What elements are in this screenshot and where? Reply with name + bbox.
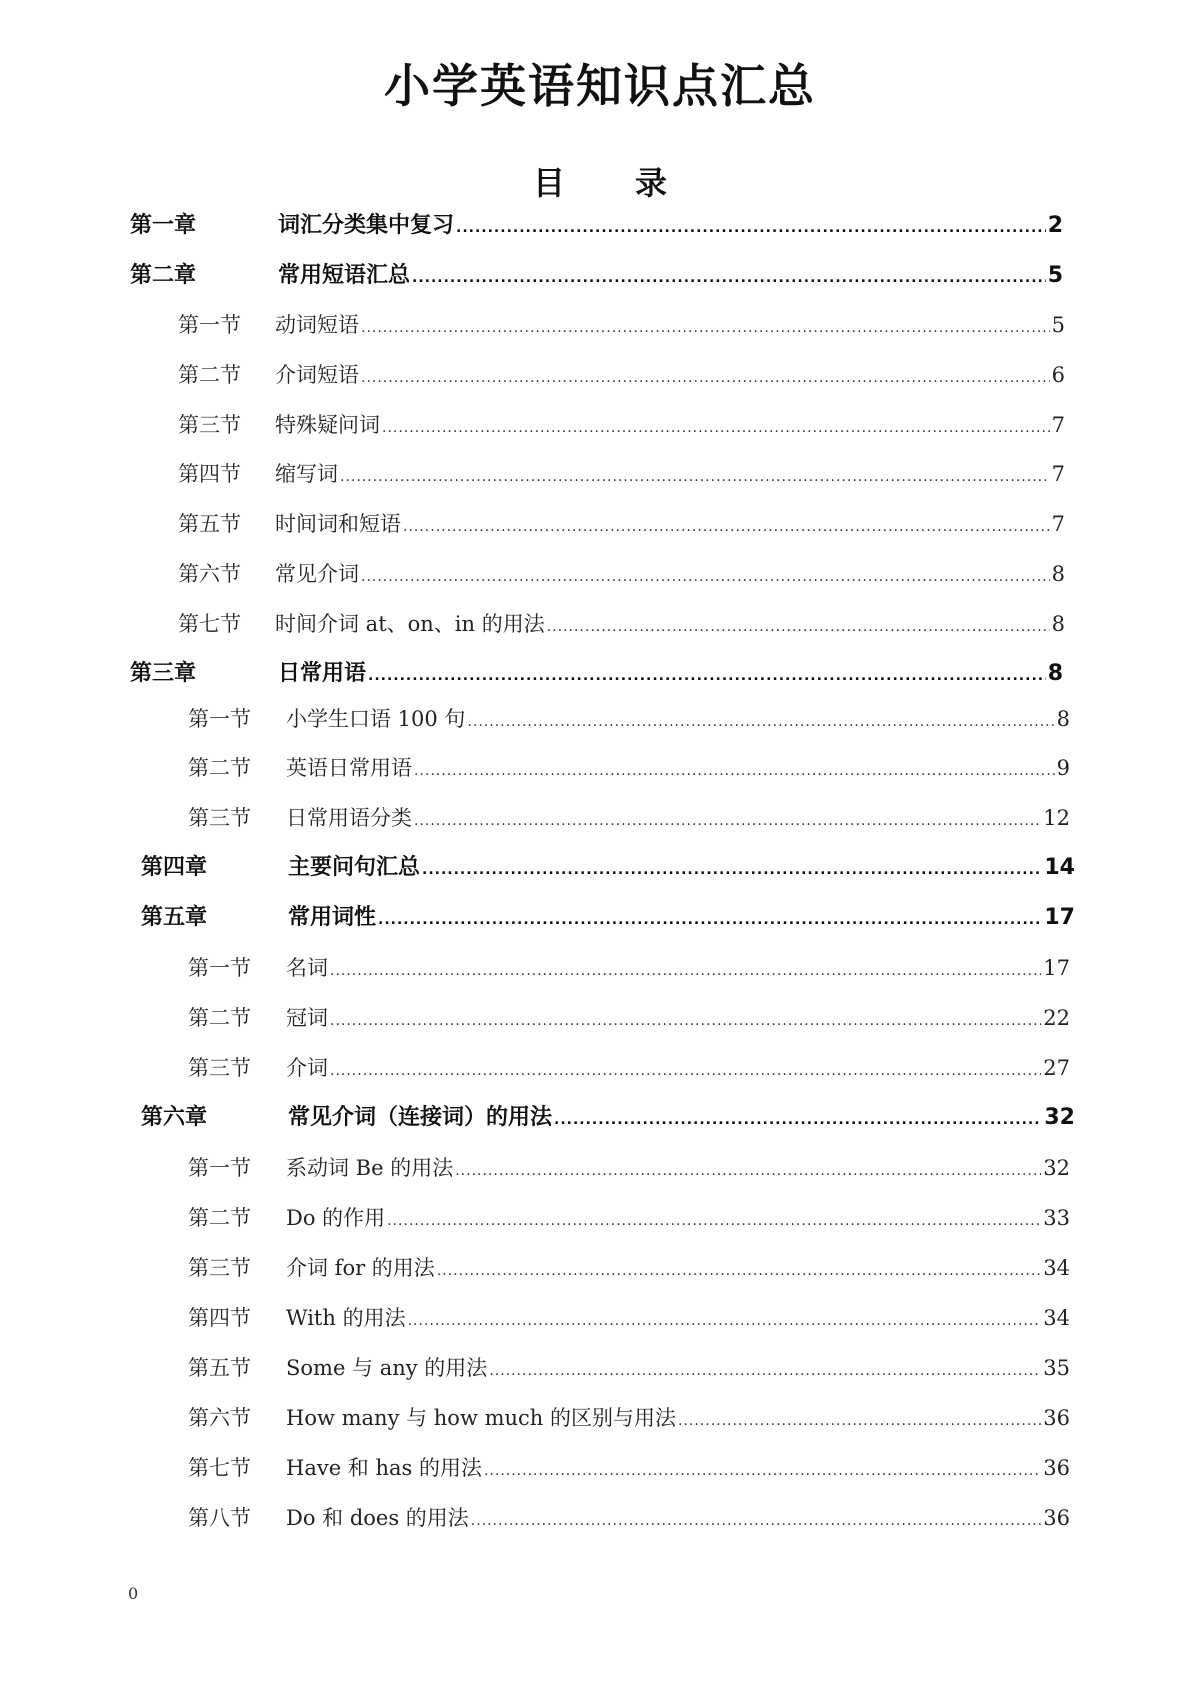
toc-entry-number: 第二章	[130, 263, 197, 288]
toc-entry-number: 第三节	[188, 1056, 251, 1080]
toc-entry-page: 32	[1043, 1156, 1070, 1180]
toc-entry-page: 8	[1051, 562, 1065, 586]
toc-entry-number: 第一节	[178, 313, 241, 337]
toc-entry-page: 5	[1051, 313, 1065, 337]
toc-entry-title: Do 的作用	[286, 1206, 386, 1230]
toc-entry-title: 小学生口语 100 句	[286, 707, 466, 731]
toc-entry-page: 12	[1043, 806, 1070, 830]
toc-entry-number: 第五章	[141, 905, 208, 930]
toc-section-entry[interactable]	[188, 1301, 1070, 1335]
toc-entry-page: 17	[1043, 956, 1070, 980]
toc-dot-leader	[678, 1404, 1041, 1438]
toc-entry-title: 冠词	[286, 1006, 328, 1030]
toc-section-entry[interactable]	[188, 751, 1070, 785]
toc-entry-title: 主要问句汇总	[288, 855, 421, 880]
toc-entry-page: 5	[1047, 263, 1063, 288]
toc-entry-page: 34	[1043, 1256, 1070, 1280]
toc-section-entry[interactable]	[188, 1351, 1070, 1385]
toc-entry-number: 第一节	[188, 707, 251, 731]
toc-entry-number: 第六节	[188, 1406, 251, 1430]
toc-entry-title: 常见介词	[275, 562, 359, 586]
toc-entry-title: 常见介词（连接词）的用法	[288, 1105, 553, 1130]
toc-section-entry[interactable]	[188, 801, 1070, 835]
toc-dot-leader	[330, 1004, 1041, 1038]
toc-entry-title: 动词短语	[275, 313, 359, 337]
document-title: 小学英语知识点汇总	[384, 59, 816, 113]
toc-section-entry[interactable]	[188, 1501, 1070, 1535]
toc-entry-page: 6	[1051, 363, 1065, 387]
toc-dot-leader	[361, 361, 1050, 395]
toc-entry-page: 22	[1043, 1006, 1070, 1030]
toc-dot-leader	[378, 903, 1042, 937]
toc-entry-title: 日常用语	[278, 661, 367, 686]
toc-entry-page: 35	[1043, 1356, 1070, 1380]
toc-entry-page: 2	[1047, 213, 1063, 238]
toc-entry-page: 9	[1056, 756, 1070, 780]
toc-entry-page: 36	[1043, 1456, 1070, 1480]
toc-entry-title: 词汇分类集中复习	[278, 213, 455, 238]
toc-entry-number: 第五节	[188, 1356, 251, 1380]
toc-section-entry[interactable]	[178, 557, 1065, 591]
toc-entry-number: 第一章	[130, 213, 197, 238]
footer-page-number: 0	[128, 1584, 139, 1603]
toc-dot-leader	[467, 705, 1054, 739]
toc-section-entry[interactable]	[178, 507, 1065, 541]
toc-entry-page: 8	[1051, 612, 1065, 636]
toc-entry-title: How many 与 how much 的区别与用法	[286, 1406, 676, 1430]
toc-entry-number: 第三节	[188, 1256, 251, 1280]
toc-section-entry[interactable]	[178, 358, 1065, 392]
toc-entry-number: 第一节	[188, 1156, 251, 1180]
toc-entry-title: 介词短语	[275, 363, 359, 387]
toc-entry-page: 7	[1051, 413, 1065, 437]
toc-dot-leader	[403, 510, 1050, 544]
toc-entry-page: 8	[1056, 707, 1070, 731]
toc-entry-number: 第四章	[141, 855, 208, 880]
toc-entry-title: 特殊疑问词	[275, 413, 380, 437]
toc-entry-title: 常用词性	[288, 905, 377, 930]
toc-dot-leader	[456, 211, 1046, 245]
toc-section-entry[interactable]	[188, 1201, 1070, 1235]
toc-dot-leader	[471, 1504, 1041, 1538]
toc-section-entry[interactable]	[178, 408, 1065, 442]
toc-entry-title: 介词 for 的用法	[286, 1256, 435, 1280]
toc-entry-number: 第一节	[188, 956, 251, 980]
toc-chapter-entry[interactable]	[130, 209, 1063, 243]
toc-dot-leader	[412, 261, 1046, 295]
toc-dot-leader	[368, 659, 1046, 693]
toc-entry-number: 第二节	[188, 756, 251, 780]
toc-entry-title: 缩写词	[275, 462, 338, 486]
toc-entry-number: 第三节	[178, 413, 241, 437]
toc-dot-leader	[489, 1354, 1041, 1388]
toc-dot-leader	[408, 1304, 1042, 1338]
toc-entry-title: Do 和 does 的用法	[286, 1506, 469, 1530]
toc-section-entry[interactable]	[188, 1151, 1070, 1185]
toc-entry-number: 第六章	[141, 1105, 208, 1130]
toc-dot-leader	[455, 1154, 1041, 1188]
toc-entry-number: 第二节	[188, 1006, 251, 1030]
toc-entry-title: 时间介词 at、on、in 的用法	[275, 612, 545, 636]
toc-entry-title: 系动词 Be 的用法	[286, 1156, 454, 1180]
toc-entry-title: 英语日常用语	[286, 756, 412, 780]
toc-entry-page: 14	[1044, 855, 1075, 880]
toc-entry-number: 第七节	[188, 1456, 251, 1480]
toc-entry-number: 第五节	[178, 512, 241, 536]
toc-entry-number: 第三节	[188, 806, 251, 830]
toc-dot-leader	[387, 1204, 1041, 1238]
toc-chapter-entry[interactable]	[141, 851, 1075, 885]
toc-dot-leader	[437, 1254, 1041, 1288]
toc-entry-number: 第二节	[188, 1206, 251, 1230]
toc-section-entry[interactable]	[188, 1401, 1070, 1435]
toc-dot-leader	[361, 311, 1050, 345]
toc-section-entry[interactable]	[188, 1451, 1070, 1485]
toc-chapter-entry[interactable]	[141, 1101, 1075, 1135]
toc-entry-page: 7	[1051, 512, 1065, 536]
toc-dot-leader	[414, 754, 1055, 788]
toc-section-entry[interactable]	[188, 1251, 1070, 1285]
toc-section-entry[interactable]	[178, 457, 1065, 491]
toc-entry-page: 27	[1043, 1056, 1070, 1080]
toc-heading-right: 录	[635, 164, 668, 202]
toc-entry-page: 33	[1043, 1206, 1070, 1230]
toc-entry-page: 7	[1051, 462, 1065, 486]
toc-section-entry[interactable]	[188, 1051, 1070, 1085]
toc-entry-page: 8	[1047, 661, 1063, 686]
toc-dot-leader	[422, 853, 1042, 887]
toc-entry-title: 名词	[286, 956, 328, 980]
toc-dot-leader	[414, 804, 1041, 838]
toc-entry-page: 32	[1044, 1105, 1075, 1130]
toc-entry-page: 34	[1043, 1306, 1070, 1330]
toc-entry-title: Some 与 any 的用法	[286, 1356, 488, 1380]
toc-entry-title: 介词	[286, 1056, 328, 1080]
toc-entry-title: 日常用语分类	[286, 806, 412, 830]
toc-section-entry[interactable]	[188, 951, 1070, 985]
toc-entry-page: 36	[1043, 1406, 1070, 1430]
toc-entry-number: 第四节	[188, 1306, 251, 1330]
toc-entry-title: With 的用法	[286, 1306, 406, 1330]
toc-section-entry[interactable]	[188, 702, 1070, 736]
toc-entry-number: 第二节	[178, 363, 241, 387]
toc-entry-title: 时间词和短语	[275, 512, 401, 536]
toc-entry-number: 第六节	[178, 562, 241, 586]
toc-section-entry[interactable]	[178, 607, 1065, 641]
toc-entry-title: 常用短语汇总	[278, 263, 411, 288]
toc-entry-page: 17	[1044, 905, 1075, 930]
toc-entry-number: 第三章	[130, 661, 197, 686]
toc-dot-leader	[361, 560, 1050, 594]
toc-dot-leader	[340, 460, 1050, 494]
toc-chapter-entry[interactable]	[130, 657, 1063, 691]
toc-dot-leader	[554, 1103, 1042, 1137]
toc-entry-page: 36	[1043, 1506, 1070, 1530]
toc-chapter-entry[interactable]	[141, 901, 1075, 935]
toc-dot-leader	[547, 610, 1050, 644]
toc-dot-leader	[484, 1454, 1041, 1488]
toc-heading-left: 目	[532, 164, 565, 202]
toc-entry-number: 第四节	[178, 462, 241, 486]
toc-entry-number: 第八节	[188, 1506, 251, 1530]
toc-chapter-entry[interactable]	[130, 259, 1063, 293]
toc-dot-leader	[330, 954, 1041, 988]
toc-section-entry[interactable]	[178, 308, 1065, 342]
toc-entry-title: Have 和 has 的用法	[286, 1456, 482, 1480]
toc-entry-number: 第七节	[178, 612, 241, 636]
toc-dot-leader	[382, 411, 1050, 445]
toc-dot-leader	[330, 1054, 1041, 1088]
toc-section-entry[interactable]	[188, 1001, 1070, 1035]
